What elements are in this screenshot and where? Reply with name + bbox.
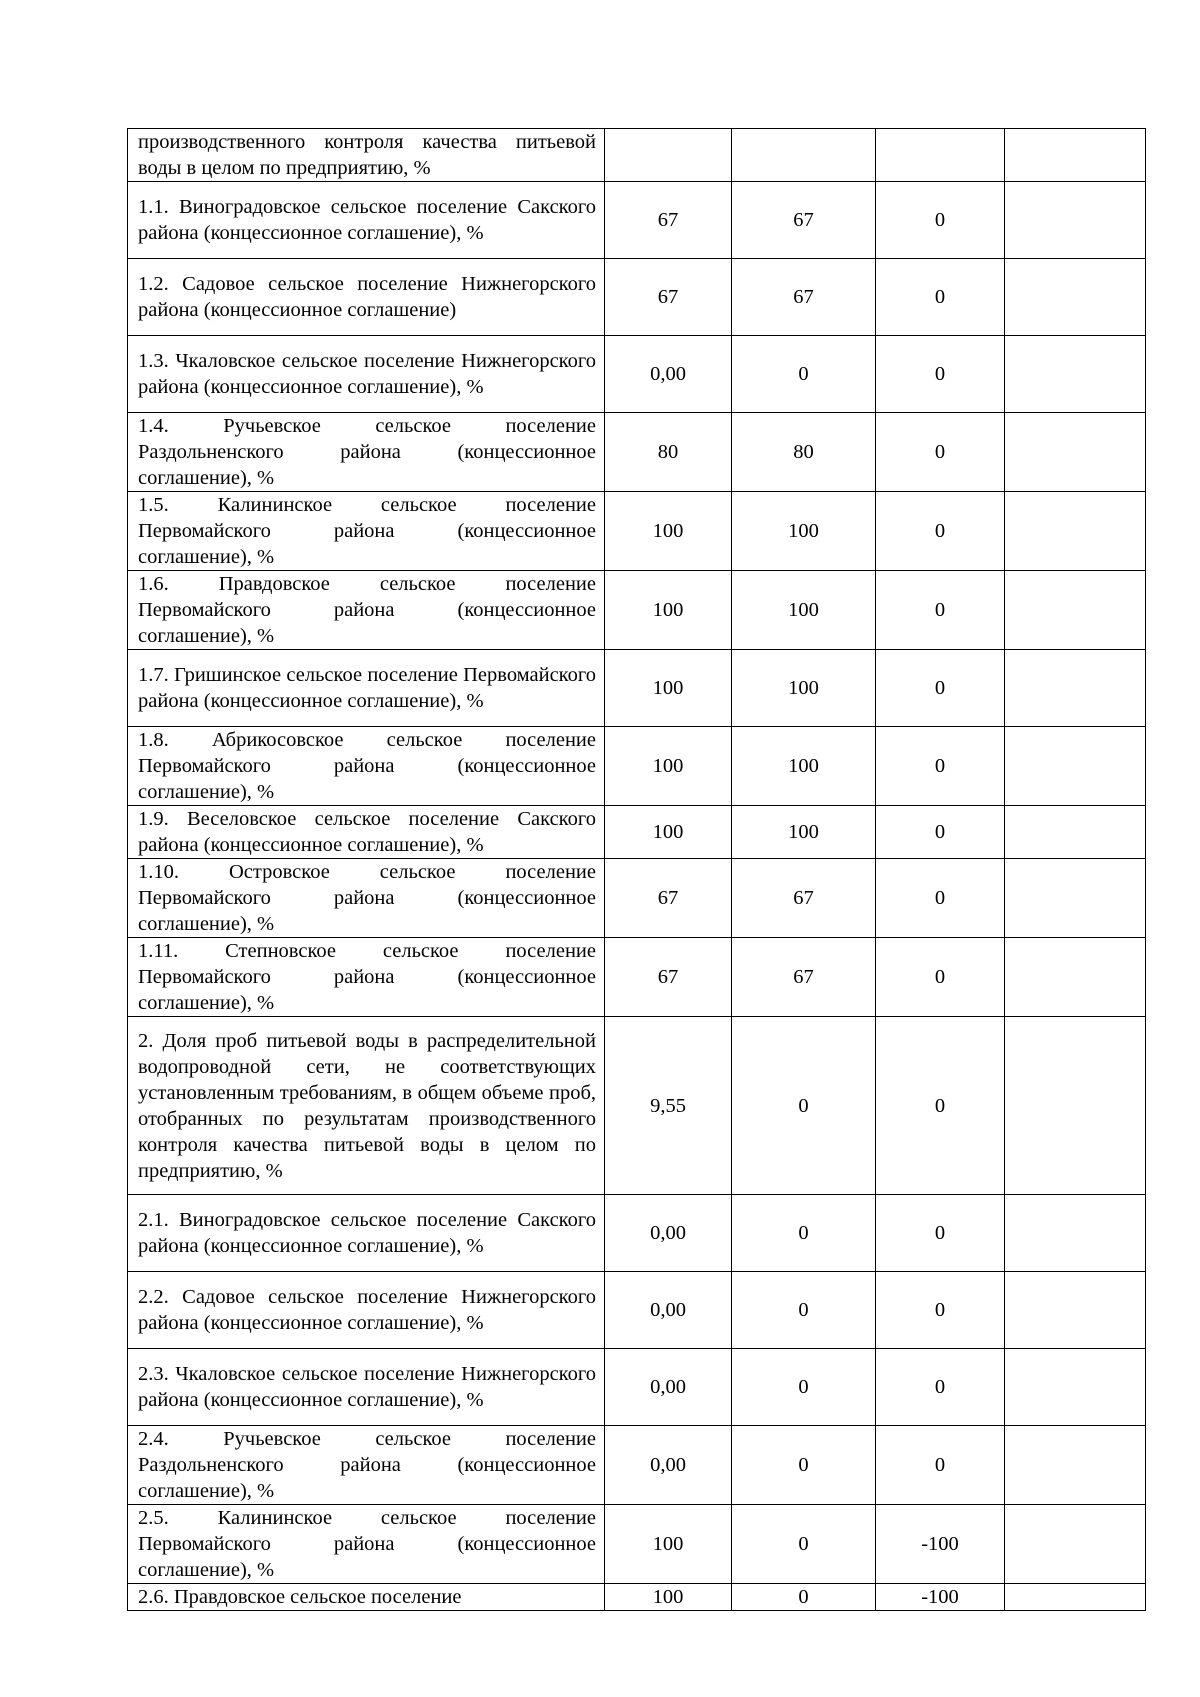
value-cell: 80 — [605, 413, 732, 492]
table-row — [128, 1349, 1146, 1426]
value-cell: 0 — [876, 1195, 1005, 1272]
value-cell — [1005, 859, 1146, 938]
row-label: 2.4. Ручьевское сельское поселение Раздольненского района (концессионное соглашение), % — [128, 1426, 605, 1505]
row-label: 2. Доля проб питьевой воды в распределительной водопроводной сети, не соответствующих установленным требованиям, в общем объеме проб, отобранных по результатам производственного контроля качества питьевой воды в целом по предприятию, % — [128, 1017, 605, 1195]
value-cell: 67 — [732, 938, 876, 1017]
value-cell: 0 — [876, 571, 1005, 650]
table-row — [128, 571, 1146, 650]
value-cell: 100 — [732, 571, 876, 650]
row-label: 1.4. Ручьевское сельское поселение Раздольненского района (концессионное соглашение), % — [128, 413, 605, 492]
table-row — [128, 336, 1146, 413]
table-row — [128, 1272, 1146, 1349]
value-cell: 0 — [732, 1505, 876, 1584]
value-cell: 0 — [876, 1272, 1005, 1349]
row-label: 1.9. Веселовское сельское поселение Сакского района (концессионное соглашение), % — [128, 806, 605, 859]
value-cell — [1005, 1426, 1146, 1505]
row-label: 1.11. Степновское сельское поселение Первомайского района (концессионное соглашение), % — [128, 938, 605, 1017]
value-cell: 0 — [876, 806, 1005, 859]
table-body — [128, 129, 1146, 1611]
table-row — [128, 727, 1146, 806]
value-cell: 0 — [876, 1017, 1005, 1195]
value-cell: 0,00 — [605, 336, 732, 413]
value-cell: 67 — [732, 259, 876, 336]
value-cell — [605, 129, 732, 182]
value-cell: 0 — [732, 1349, 876, 1426]
table-row — [128, 1017, 1146, 1195]
value-cell: 100 — [605, 650, 732, 727]
value-cell — [1005, 1584, 1146, 1611]
value-cell — [1005, 571, 1146, 650]
value-cell: 100 — [605, 1505, 732, 1584]
row-label: 1.8. Абрикосовское сельское поселение Первомайского района (концессионное соглашение), % — [128, 727, 605, 806]
value-cell — [1005, 413, 1146, 492]
row-label: 2.1. Виноградовское сельское поселение Сакского района (концессионное соглашение), % — [128, 1195, 605, 1272]
value-cell: 100 — [605, 727, 732, 806]
value-cell — [1005, 259, 1146, 336]
value-cell: 67 — [732, 859, 876, 938]
table-row — [128, 859, 1146, 938]
row-label: 2.2. Садовое сельское поселение Нижнегорского района (концессионное соглашение), % — [128, 1272, 605, 1349]
row-label: 1.1. Виноградовское сельское поселение Сакского района (концессионное соглашение), % — [128, 182, 605, 259]
value-cell: 0 — [876, 182, 1005, 259]
row-label: 1.3. Чкаловское сельское поселение Нижнегорского района (концессионное соглашение), % — [128, 336, 605, 413]
value-cell — [1005, 1195, 1146, 1272]
value-cell: 100 — [605, 492, 732, 571]
value-cell: 0 — [876, 859, 1005, 938]
value-cell: 100 — [605, 571, 732, 650]
value-cell: 0 — [732, 336, 876, 413]
row-label: 1.7. Гришинское сельское поселение Первомайского района (концессионное соглашение), % — [128, 650, 605, 727]
value-cell: 0,00 — [605, 1349, 732, 1426]
row-label: 1.10. Островское сельское поселение Первомайского района (концессионное соглашение), % — [128, 859, 605, 938]
value-cell: 0 — [876, 413, 1005, 492]
value-cell: 0 — [732, 1017, 876, 1195]
row-label: 1.2. Садовое сельское поселение Нижнегорского района (концессионное соглашение) — [128, 259, 605, 336]
value-cell: 0 — [732, 1426, 876, 1505]
table-row — [128, 938, 1146, 1017]
value-cell: 9,55 — [605, 1017, 732, 1195]
value-cell: 0,00 — [605, 1272, 732, 1349]
value-cell: 0 — [732, 1195, 876, 1272]
value-cell: 0 — [876, 650, 1005, 727]
value-cell: 67 — [732, 182, 876, 259]
row-label: 1.5. Калининское сельское поселение Первомайского района (концессионное соглашение), % — [128, 492, 605, 571]
table-row — [128, 1505, 1146, 1584]
indicator-table — [127, 128, 1146, 1611]
value-cell: 0 — [876, 1426, 1005, 1505]
value-cell: 0 — [876, 492, 1005, 571]
value-cell: 80 — [732, 413, 876, 492]
value-cell: 100 — [732, 727, 876, 806]
row-label: 2.5. Калининское сельское поселение Первомайского района (концессионное соглашение), % — [128, 1505, 605, 1584]
row-label: 1.6. Правдовское сельское поселение Первомайского района (концессионное соглашение), % — [128, 571, 605, 650]
value-cell — [1005, 1272, 1146, 1349]
table-row — [128, 1195, 1146, 1272]
row-label: 2.6. Правдовское сельское поселение — [128, 1584, 605, 1611]
value-cell: 0 — [876, 1349, 1005, 1426]
value-cell: 0,00 — [605, 1195, 732, 1272]
value-cell: 0 — [876, 336, 1005, 413]
value-cell — [732, 129, 876, 182]
value-cell: 67 — [605, 259, 732, 336]
value-cell: -100 — [876, 1584, 1005, 1611]
table-row — [128, 182, 1146, 259]
value-cell — [1005, 492, 1146, 571]
value-cell — [1005, 336, 1146, 413]
value-cell: 0 — [732, 1584, 876, 1611]
value-cell — [1005, 1349, 1146, 1426]
value-cell: 100 — [605, 806, 732, 859]
table-row — [128, 1426, 1146, 1505]
value-cell: 100 — [605, 1584, 732, 1611]
value-cell: 0 — [876, 938, 1005, 1017]
table-row — [128, 129, 1146, 182]
value-cell — [1005, 129, 1146, 182]
value-cell: -100 — [876, 1505, 1005, 1584]
value-cell: 0 — [876, 727, 1005, 806]
value-cell: 0,00 — [605, 1426, 732, 1505]
table-row — [128, 413, 1146, 492]
value-cell: 67 — [605, 859, 732, 938]
table-row — [128, 806, 1146, 859]
value-cell: 100 — [732, 492, 876, 571]
value-cell — [1005, 1017, 1146, 1195]
row-label: 2.3. Чкаловское сельское поселение Нижнегорского района (концессионное соглашение), % — [128, 1349, 605, 1426]
value-cell — [1005, 1505, 1146, 1584]
value-cell — [1005, 650, 1146, 727]
table-row — [128, 1584, 1146, 1611]
table-row — [128, 492, 1146, 571]
value-cell: 100 — [732, 650, 876, 727]
table-row — [128, 650, 1146, 727]
value-cell — [1005, 938, 1146, 1017]
table-row — [128, 259, 1146, 336]
value-cell — [1005, 727, 1146, 806]
value-cell: 67 — [605, 938, 732, 1017]
value-cell — [1005, 806, 1146, 859]
value-cell — [1005, 182, 1146, 259]
value-cell: 67 — [605, 182, 732, 259]
row-label: производственного контроля качества питьевой воды в целом по предприятию, % — [128, 129, 605, 182]
value-cell: 0 — [732, 1272, 876, 1349]
value-cell: 0 — [876, 259, 1005, 336]
value-cell: 100 — [732, 806, 876, 859]
value-cell — [876, 129, 1005, 182]
